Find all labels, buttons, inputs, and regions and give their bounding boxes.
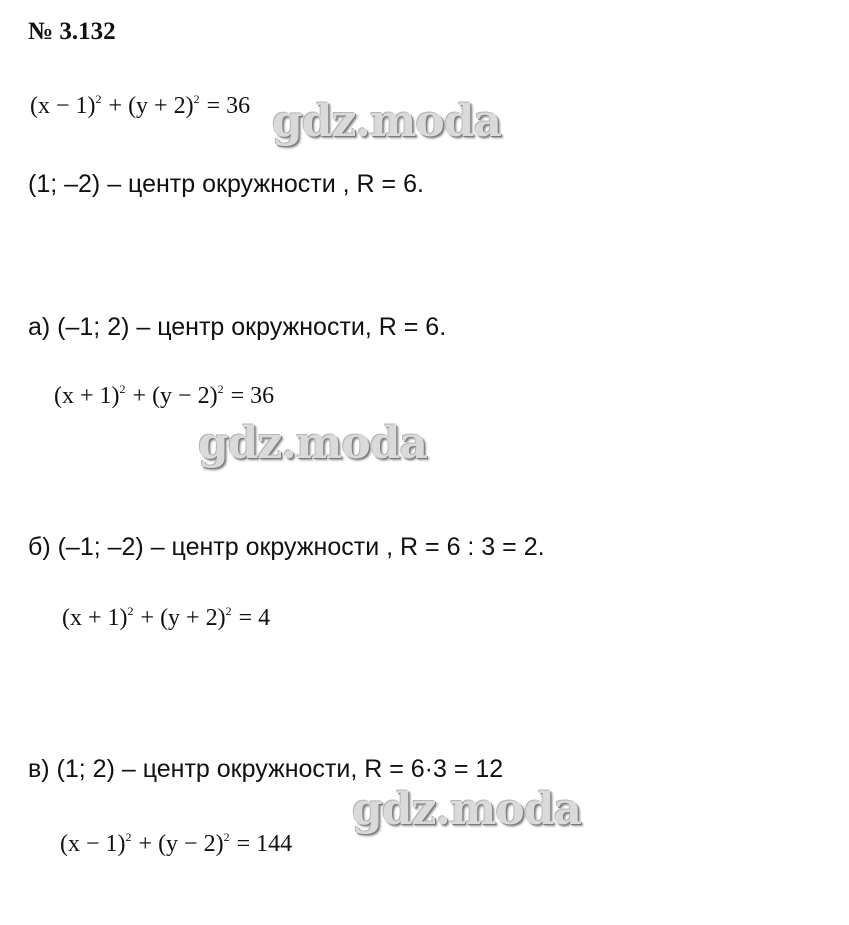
intro-conclusion: (1; –2) – центр окружности , R = 6. xyxy=(28,170,424,198)
watermark-logo: gdz.moda xyxy=(198,418,428,469)
x-exponent: 2 xyxy=(125,830,132,844)
problem-number: № 3.132 xyxy=(28,18,116,45)
rhs: = 36 xyxy=(230,383,275,409)
watermark-logo: gdz.moda xyxy=(272,96,502,147)
part-c-equation xyxy=(60,830,292,858)
y-exponent: 2 xyxy=(217,382,224,396)
y-exponent: 2 xyxy=(223,830,230,844)
watermark-logo: gdz.moda xyxy=(352,784,582,835)
rhs: = 144 xyxy=(236,831,293,857)
x-exponent: 2 xyxy=(119,382,126,396)
x-term: (x − 1) xyxy=(60,831,126,857)
y-term: + (y − 2) xyxy=(138,831,224,857)
x-exponent: 2 xyxy=(127,604,134,618)
rhs: = 36 xyxy=(206,93,251,119)
y-term: + (y + 2) xyxy=(140,605,226,631)
x-term: (x + 1) xyxy=(54,383,120,409)
y-term: + (y + 2) xyxy=(108,93,194,119)
y-exponent: 2 xyxy=(193,92,200,106)
part-a-equation xyxy=(54,382,274,410)
part-b-equation xyxy=(62,604,270,632)
rhs: = 4 xyxy=(238,605,271,631)
part-a-statement: а) (–1; 2) – центр окружности, R = 6. xyxy=(28,313,447,341)
x-term: (x + 1) xyxy=(62,605,128,631)
y-exponent: 2 xyxy=(225,604,232,618)
x-term: (x − 1) xyxy=(30,93,96,119)
y-term: + (y − 2) xyxy=(132,383,218,409)
part-b-statement: б) (–1; –2) – центр окружности , R = 6 : 3 = 2. xyxy=(28,533,545,561)
part-c-statement: в) (1; 2) – центр окружности, R = 6·3 = 12 xyxy=(28,755,504,783)
intro-equation xyxy=(30,92,250,120)
x-exponent: 2 xyxy=(95,92,102,106)
